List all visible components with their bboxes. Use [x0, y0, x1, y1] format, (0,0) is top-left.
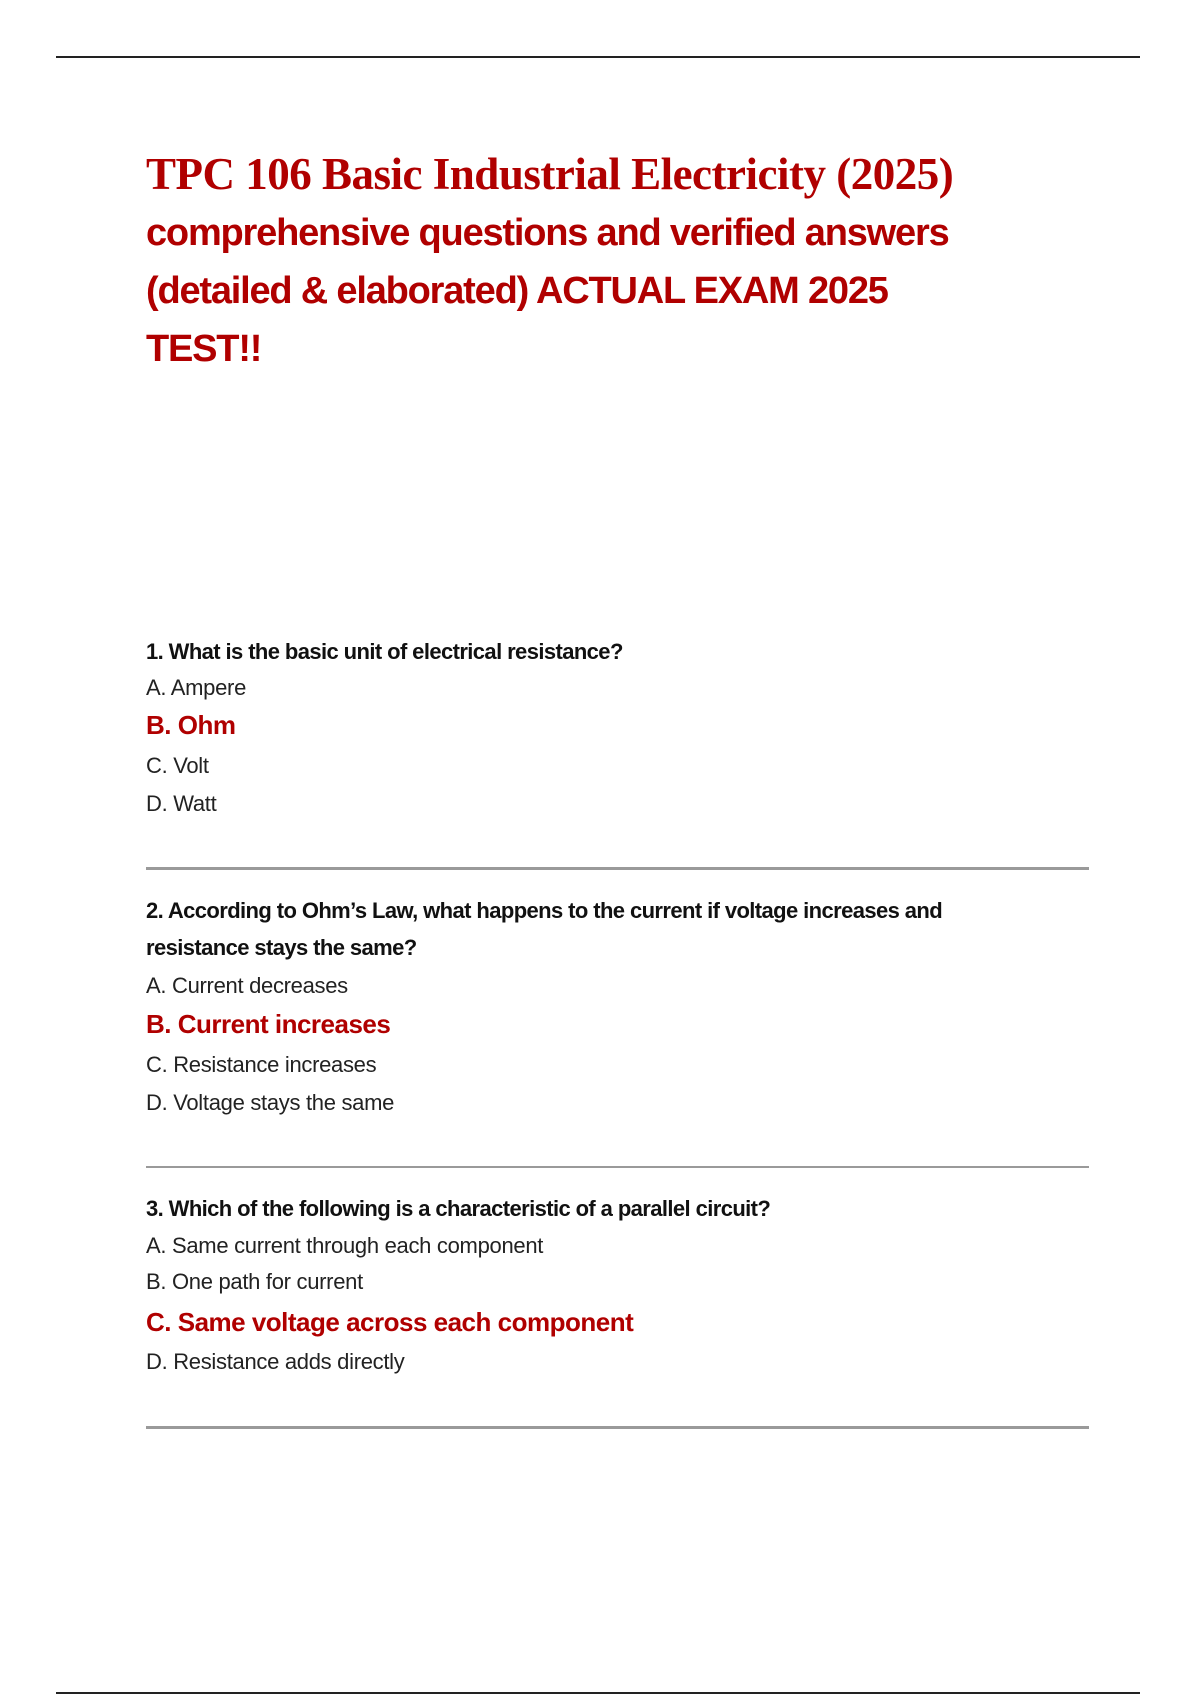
- question-2-option-d: D. Voltage stays the same: [146, 1090, 395, 1115]
- question-3-option-b: B. One path for current: [146, 1269, 363, 1294]
- question-divider: [146, 867, 1089, 870]
- question-divider: [146, 1166, 1089, 1168]
- question-2-text-line-2: resistance stays the same?: [146, 935, 417, 960]
- question-1-option-a: A. Ampere: [146, 675, 247, 700]
- question-divider: [146, 1426, 1089, 1429]
- document-title-line-3: (detailed & elaborated) ACTUAL EXAM 2025: [146, 270, 888, 312]
- question-2-option-a: A. Current decreases: [146, 973, 348, 998]
- question-3-option-d: D. Resistance adds directly: [146, 1349, 405, 1374]
- question-1-option-d: D. Watt: [146, 791, 217, 816]
- question-2-option-c: C. Resistance increases: [146, 1052, 377, 1077]
- question-3-text: 3. Which of the following is a characteristic of a parallel circuit?: [146, 1196, 771, 1221]
- question-3-option-c-correct: C. Same voltage across each component: [146, 1307, 634, 1337]
- question-1-text: 1. What is the basic unit of electrical resistance?: [146, 639, 623, 664]
- question-2-text-line-1: 2. According to Ohm’s Law, what happens to the current if voltage increases and: [146, 898, 943, 923]
- footer-rule: [56, 1692, 1140, 1694]
- question-2-option-b-correct: B. Current increases: [146, 1009, 391, 1039]
- document-title-line-4: TEST!!: [146, 328, 262, 370]
- header-rule: [56, 56, 1140, 58]
- question-1-option-c: C. Volt: [146, 753, 209, 778]
- document-title-line-1: TPC 106 Basic Industrial Electricity (2025): [146, 149, 954, 199]
- question-3-option-a: A. Same current through each component: [146, 1233, 544, 1258]
- question-1-option-b-correct: B. Ohm: [146, 710, 236, 740]
- document-title-line-2: comprehensive questions and verified answers: [146, 212, 949, 254]
